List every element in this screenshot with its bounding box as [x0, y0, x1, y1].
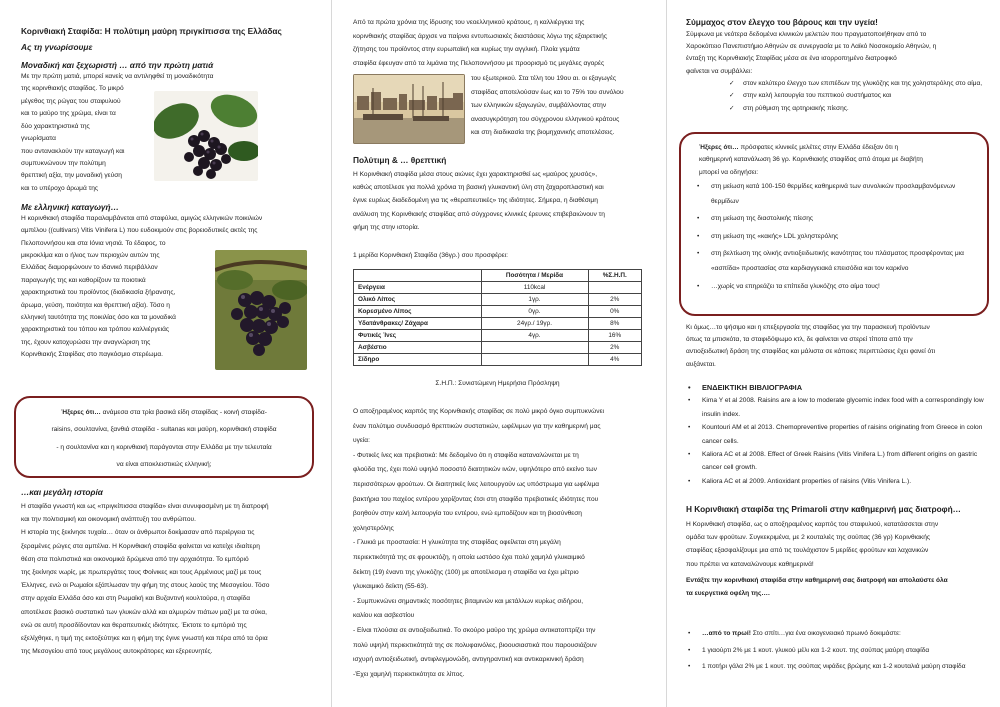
intro-text-top: Από τα πρώτα χρόνια της ίδρυσης του νεοελληνικού κράτους, η καλλιέργεια της κορινθιακής σταφίδας άρχισε να παίρνει εντυπωσιακές διαστάσεις λόγω της εξαιρετικής ζήτησης του προϊόντος στην ευρωπαϊκή και κυρίως την αγγλική. Πλοία γεμάτα σταφίδα έφευγαν από τα λιμάνια της Πελοποννήσου με προορισμό τις μεγάλες αγορές: [353, 19, 608, 67]
column-middle: [332, 0, 667, 707]
column-left: [0, 0, 332, 707]
section-origin-text-wrap: μικροκλίμα και ο ήλιος των περιοχών αυτών της Ελλάδας διαμορφώνουν το ιδανικό περιβάλλον παραγωγής της και καθορίζουν τα ποιοτικά χαρακτηριστικά του προϊόντος (διαδικασία ξήρανσης, άρωμα, γεύση, ποιότητα και θρεπτική αξία). Τόσο η ελληνική ταυτότητα της ποικιλίας όσο και τα μοναδικά χαρακτηριστικά του τόπου και τρόπου καλλιέργειάς της, έχουν κατοχυρώσει την αναγνώριση της Κορινθιακής Σταφίδας στο παγκόσμιο στερέωμα.: [21, 252, 176, 359]
list-item: • στη μείωση της διαστολικής πίεσης: [695, 212, 975, 227]
list-item: • …από το πρωί! Στο σπίτι…για ένα οικογενειακό πρωινό δοκιμάστε:: [686, 627, 986, 641]
photo-vine-grapes: [215, 250, 307, 370]
list-item: • Kountouri AM et al 2013. Chemopreventive properties of raisins originating from Greece in colon cancer cells.: [686, 421, 986, 448]
serving-line: 1 μερίδα Κορινθιακή Σταφίδα (36γρ.) σου προσφέρει:: [353, 252, 508, 259]
list-item: ✓ στη ρύθμιση της αρτηριακής πίεσης.: [727, 103, 987, 115]
breakfast-tips-list: [686, 627, 986, 674]
section-unique-text-wrap: μέγεθος της ρώγας του σταφυλιού και το μαύρο της χρώμα, είναι τα δύο χαρακτηριστικά της γνωρίσματα που αντανακλούν την καταγωγή και συμπυκνώνουν την πολύτιμη θρεπτική αξία, την μοναδική γεύση και το υπέροχο άρωμά της: [21, 98, 125, 192]
column-right: [667, 0, 1000, 707]
list-item: • στη βελτίωση της ολικής αντιοξειδωτικής ικανότητας του πλάσματος προσφέροντας μια «ασπίδα» προστασίας στα καρδιαγγειακά επεισόδια και τον καρκίνο: [695, 247, 975, 276]
section-title-origin: Με ελληνική καταγωγή…: [21, 202, 119, 212]
section-title-primaroli: Η Κορινθιακή σταφίδα της Primaroli στην καθημερινή μας διατροφή…: [686, 504, 961, 514]
main-title: Κορινθιακή Σταφίδα: Η πολύτιμη μαύρη πριγκίπισσα της Ελλάδας: [21, 26, 282, 36]
callout-right-text: Ήξερες ότι… πρόσφατες κλινικές μελέτες στην Ελλάδα έδειξαν ότι η καθημερινή κατανάλωση 36 γρ. Κορινθιακής σταφίδας από άτομα με διαβήτη μπορεί να οδηγήσει:: [699, 144, 923, 176]
baking-text: Κι όμως…το ψήσιμο και η επεξεργασία της σταφίδας για την παρασκευή προϊόντων όπως τα μπισκότα, τα σταφιδόψωμο κτλ, δε φαίνεται να στερεί τίποτα από την αντιοξειδωτική δράση της σταφίδας και μάλιστα σε κάποιες περιπτώσεις έχει φανεί ότι αυξάνεται.: [686, 324, 936, 368]
list-item: • 1 γιαούρτι 2% με 1 κουτ. γλυκού μέλι και 1-2 κουτ. της σούπας μαύρη σταφίδα: [686, 644, 986, 658]
section-title-unique: Μοναδική και ξεχωριστή … από την πρώτη ματιά: [21, 60, 214, 70]
did-you-know-callout-left: [14, 396, 314, 478]
tip-lead: …από το πρωί!: [702, 630, 751, 637]
section-origin-text-top: Η κορινθιακή σταφίδα παραλαμβάνεται από σταφύλια, αμιγώς ελληνικών ποικιλιών αμπέλου ((cultivars) Vitis Vinifera L) που ευδοκιμούν στις βορειοδυτικές ακτές της Πελοποννήσου και στα Ιόνια νησιά. Το έδαφος, το: [21, 215, 263, 247]
photo-historic-harbor: [353, 74, 465, 144]
callout-left-text: Ήξερες ότι… ανάμεσα στα τρία βασικά είδη σταφίδας - κοινή σταφίδα- raisins, σουλτανίνα, ξανθιά σταφίδα - sultanas και μαύρη, κορινθιακή σταφίδα - η σουλτανίνα και η κορινθιακή παράγονται στην Ελλάδα με την τελευταία να είναι αποκλειστικώς ελληνική;: [51, 409, 277, 469]
table-row: Υδατάνθρακες/ Ζάχαρα 24γρ./ 19γρ. 8%: [354, 318, 642, 330]
table-row: Κορεσμένο Λίπος 0γρ. 0%: [354, 306, 642, 318]
section-primaroli-text: Η Κορινθιακή σταφίδα, ως ο αποξηραμένος καρπός του σταφυλιού, κατατάσσεται στην ομάδα των φρούτων. Συγκεκριμένα, με 2 κουταλιές της σούπας (36 γρ) Κορινθιακής σταφίδας εξασφαλίζουμε μια από τις τουλάχιστον 5 μερίδες φρούτων και λαχανικών που πρέπει να καταναλώνουμε καθημερινά! Εντάξτε την κορινθιακή σταφίδα στην καθημερινή σας διατροφή και απολαύστε όλα τα ευεργετικά οφέλη της….: [686, 521, 948, 598]
section-nutrition-text: Η Κορινθιακή σταφίδα μέσα στους αιώνες έχει χαρακτηρισθεί ως «μαύρος χρυσός», καθώς αποτέλεσε για πολλά χρόνια τη βασική γλυκαντική ύλη στη ζαχαροπλαστική και έγινε ευρέως διαδεδομένη για τις «θεραπευτικές» της ιδιότητες. Σήμερα, η διαθέσιμη ανάλυση της Κορινθιακής σταφίδας από σύγχρονες κλινικές έρευνες επιβεβαιώνουν τη φήμη της στην ιστορία.: [353, 171, 605, 231]
bibliography-list: [686, 381, 986, 488]
callout-right-list: [695, 180, 975, 294]
table-row: Ολικό Λίπος 1γρ. 2%: [354, 294, 642, 306]
section-unique-text-top: Με την πρώτη ματιά, μπορεί κανείς να αντιληφθεί τη μοναδικότητα της κορινθιακής σταφίδας. Το μικρό: [21, 73, 214, 93]
list-item: • Kima Y et al 2008. Raisins are a low to moderate glycemic index food with a correspondingly low insulin index.: [686, 394, 986, 421]
photo-grape-cluster: [154, 91, 258, 181]
list-item: • στη μείωση κατά 100-150 θερμίδες καθημερινά των συνολικών προσλαμβανόμενων θερμίδων: [695, 180, 975, 209]
table-row: Φυτικές Ίνες 4γρ. 16%: [354, 330, 642, 342]
section-title-history: …και μεγάλη ιστορία: [21, 487, 103, 497]
intro-text-wrap: του εξωτερικού. Στα τέλη του 19ου αι. οι εξαγωγές σταφίδας αποτελούσαν έως και το 75% του συνόλου των ελληνικών εξαγωγών, συμβάλλοντας στην ανασυγκρότηση του σύγχρονου ελληνικού κράτους και στη διαδικασία της βιομηχανικής αποτελέσεις.: [471, 75, 624, 137]
main-subtitle: Ας τη γνωρίσουμε: [21, 42, 93, 52]
list-item: • …χωρίς να επηρεάζει τα επίπεδα γλυκόζης στο αίμα τους!: [695, 280, 975, 295]
table-row: Σίδηρο 4%: [354, 354, 642, 366]
weight-check-list: [727, 78, 987, 115]
list-item: • Kaliora AC et al 2008. Effect of Greek Raisins (Vitis Vinifera L.) from different origins on gastric cancer cell growth.: [686, 448, 986, 475]
section-history-text: Η σταφίδα γνωστή και ως «πριγκίπισσα σταφίδα» είναι συνυφασμένη με τη διατροφή και την πολιτισμική και οικονομική ανάπτυξη του ανθρώπου. Η ιστορία της ξεκίνησε τυχαία… όταν οι άνθρωποι δοκίμασαν από περιέργεια τις ξεραμένες ρώγες στα αμπέλια. Η Κορινθιακή σταφίδα φαίνεται να κατείχε ιδιαίτερη θέση στα πολιτιστικά και οικονομικά δρώμενα από την αρχαιότητα. Το εμπόριό της ξεκίνησε νωρίς, με πρωτεργάτες τους Φοίνικες και τους Αρμένιους μαζί με τους Έλληνες, ενώ οι Ρωμαίοι εξάπλωσαν την φήμη της στους λαούς της Μεσογείου. Τόσο στην αρχαία Ελλάδα όσο και στη Ρωμαϊκή και Βυζαντινή κουλτούρα, η σταφίδα αποτέλεσε βασικό συστατικό των γλυκών αλλά και αλμυρών πιάτων μαζί με τα σύκα, ενώ σε αυτή προσδίδονταν και θεραπευτικές ιδιότητες. Έκτοτε το εμπόριό της εξελίχθηκε, η τιμή της εκτοξεύτηκε και η φήμη της έγινε γνωστή και πέρα από τα όρια της Μεσογείου από τους μεγάλους αυτοκράτορες και εξερευνητές.: [21, 503, 270, 656]
bibliography-title: • ΕΝΔΕΙΚΤΙΚΗ ΒΙΒΛΙΟΓΡΑΦΙΑ: [686, 381, 986, 394]
table-row: Ενέργεια 110kcal: [354, 282, 642, 294]
list-item: ✓ στην καλή λειτουργία του πεπτικού συστήματος και: [727, 90, 987, 102]
list-item: ✓ στον καλύτερο έλεγχο των επιπέδων της γλυκόζης και της χοληστερόλης στο αίμα,: [727, 78, 987, 90]
list-item: • στη μείωση της «κακής» LDL χοληστερόλης: [695, 230, 975, 245]
callout-left-lead: Ήξερες ότι…: [61, 409, 101, 416]
list-item: • Kaliora AC et al 2009. Antioxidant properties of raisins (Vitis Vinifera L.).: [686, 475, 986, 488]
section-weight-text: Σύμφωνα με νεότερα δεδομένα κλινικών μελετών που πραγματοποιήθηκαν από το Χαροκόπειο Πανεπιστήμιο Αθηνών σε συνεργασία με το Λαϊκό Νοσοκομείο Αθηνών, η ένταξη της Κορινθιακής Σταφίδας μέσα σε ένα ισορροπημένο διατροφικό φαίνεται να συμβάλλει:: [686, 31, 937, 75]
table-row: Ασβέστιο 2%: [354, 342, 642, 354]
table-header-row: Ποσότητα / Μερίδα %Σ.Η.Π.: [354, 270, 642, 282]
table-note: Σ.Η.Π.: Συνιστώμενη Ημερήσια Πρόσληψη: [435, 380, 560, 387]
nutrition-table: [353, 269, 642, 366]
callout-right-lead: Ήξερες ότι…: [699, 144, 739, 151]
section-title-nutrition: Πολύτιμη & … θρεπτική: [353, 155, 447, 165]
did-you-know-callout-right: [679, 132, 989, 316]
list-item: • 1 ποτήρι γάλα 2% με 1 κουτ. της σούπας νιφάδες βρώμης και 1-2 κουταλιά μαύρη σταφίδα: [686, 660, 986, 674]
benefits-text: Ο αποξηραμένος καρπός της Κορινθιακής σταφίδας σε πολύ μικρό όγκο συμπυκνώνει έναν πολύτιμο συνδυασμό θρεπτικών συστατικών, ωφέλιμων για την καθημερινή μας υγεία: - Φυτικές ίνες και πρεβιοτικά: Με δεδομένο ότι η σταφίδα καταναλώνεται με τη φλούδα της, έχει πολύ υψηλό ποσοστό διαιτητικών ινών, υψηλότερο από εκείνο των περισσότερων φρούτων. Οι διαιτητικές ίνες λειτουργούν ως υπόστρωμα για ωφέλιμα βακτήρια του παχέος εντέρου χαρίζοντας έτσι στη σταφίδα πρεβιοτικές ιδιότητες που βοηθούν στην καλή λειτουργία του εντέρου, ενώ εμποδίζουν και τη βιοσύνθεση χοληστερόλης - Γλυκιά με προστασία: Η γλυκύτητα της σταφίδας οφείλεται στη μεγάλη περιεκτικότητά της σε φρουκτόζη, η οποία ωστόσο έχει πολύ χαμηλό γλυκαιμικό δείκτη (19) έναντι της γλυκόζης (100) με αποτέλεσμα η σταφίδα να έχει μέτριο γλυκαιμικό δείκτη (55-63). - Συμπυκνώνει σημαντικές ποσότητες βιταμινών και μετάλλων κυρίως σιδήρου, καλίου και ασβεστίου - Είναι πλούσια σε αντιοξειδωτικά. Το σκούρο μαύρο της χρώμα αντικατοπτρίζει την πολύ υψηλή περιεκτικότητά της σε πολυφαινόλες, βιοουσιαστικά που παρουσιάζουν ισχυρή αντιοξειδωτική, αντιφλεγμονώδη, αντιγηραντική και αντικαρκινική δράση -Έχει χαμηλή περιεκτικότητα σε λίπος.: [353, 408, 605, 678]
section-title-weight: Σύμμαχος στον έλεγχο του βάρους και την υγεία!: [686, 17, 878, 27]
